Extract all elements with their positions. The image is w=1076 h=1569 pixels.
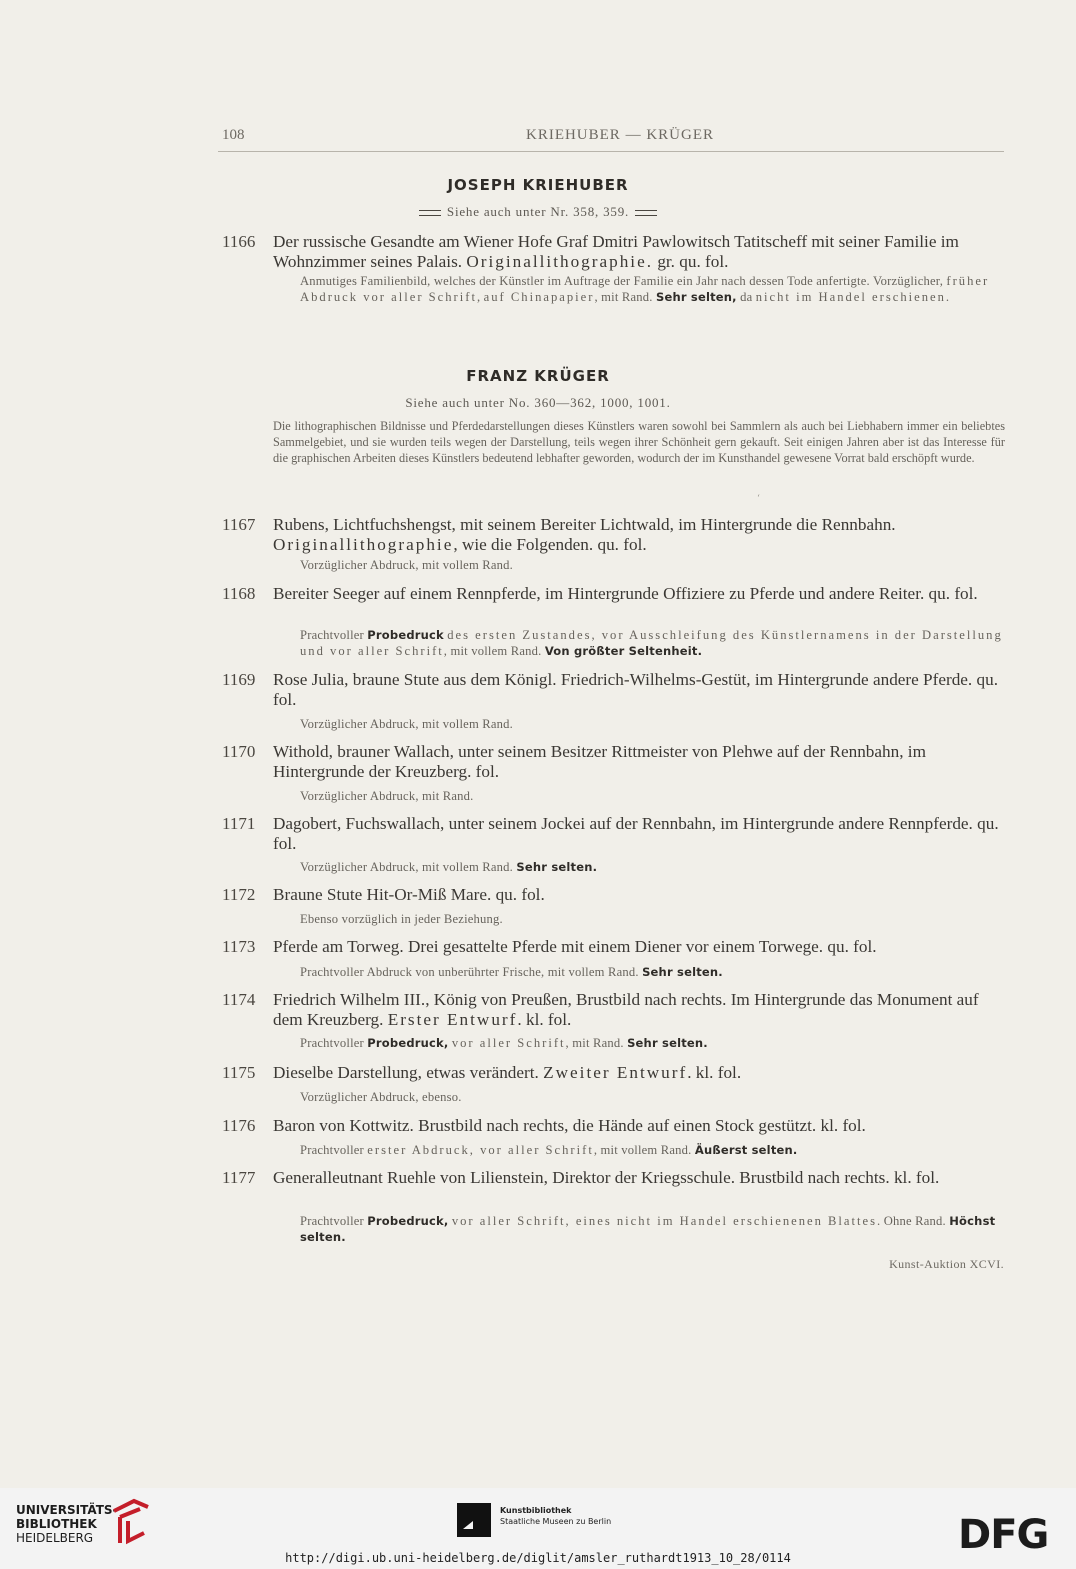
lot-number: 1170	[222, 742, 256, 761]
source-url[interactable]: http://digi.ub.uni-heidelberg.de/diglit/amsler_ruthardt1913_10_28/0114	[285, 1551, 791, 1565]
entry-note: Vorzüglicher Abdruck, mit vollem Rand.	[300, 717, 514, 731]
dfg-logo[interactable]: DFG	[958, 1512, 1049, 1558]
ub-heidelberg-name[interactable]: UNIVERSITÄTS- BIBLIOTHEK HEIDELBERG	[16, 1503, 118, 1545]
entry-title: Rose Julia, braune Stute aus dem Königl. Friedrich-Wilhelms-Gestüt, im Hintergrunde andere Pferde. qu. fol.	[273, 670, 998, 709]
entry-title: Baron von Kottwitz. Brustbild nach rechts, die Hände auf einen Stock gestützt. kl. fol.	[273, 1116, 866, 1135]
entry-title: Dagobert, Fuchswallach, unter seinem Jockei auf der Rennbahn, im Hintergrunde andere Rennpferde. qu. fol.	[273, 814, 999, 853]
entry-title: Rubens, Lichtfuchshengst, mit seinem Bereiter Lichtwald, im Hintergrunde die Rennbahn. Originallithographie, wie die Folgenden. qu. fol.	[273, 515, 896, 554]
entry-title: Der russische Gesandte am Wiener Hofe Graf Dmitri Pawlowitsch Tatitscheff mit seiner Familie im Wohnzimmer seines Palais. Originallithographie. gr. qu. fol.	[273, 232, 959, 271]
entry-note: Prachtvoller erster Abdruck, vor aller Schrift, mit vollem Rand. Äußerst selten.	[300, 1143, 798, 1157]
section-title-kriehuber: JOSEPH KRIEHUBER	[447, 176, 629, 194]
entry-note: Prachtvoller Abdruck von unberührter Frische, mit vollem Rand. Sehr selten.	[300, 965, 723, 979]
entry-title: Pferde am Torweg. Drei gesattelte Pferde mit einem Diener vor einem Torwege. qu. fol.	[273, 937, 877, 956]
auction-footer-note: Kunst-Auktion XCVI.	[889, 1257, 1004, 1271]
entry-note: Prachtvoller Probedruck, vor aller Schrift, mit Rand. Sehr selten.	[300, 1036, 708, 1050]
double-rule-icon	[419, 210, 441, 216]
section-title-krueger: FRANZ KRÜGER	[466, 367, 610, 385]
entry-note: Prachtvoller Probedruck, vor aller Schrift, eines nicht im Handel erschienenen Blattes. Ohne Rand. Höchst selten.	[300, 1214, 996, 1244]
lot-number: 1167	[222, 515, 256, 534]
entry-title: Friedrich Wilhelm III., König von Preußen, Brustbild nach rechts. Im Hintergrunde das Monument auf dem Kreuzberg. Erster Entwurf. kl. fol.	[273, 990, 979, 1029]
entry-title: Bereiter Seeger auf einem Rennpferde, im Hintergrunde Offiziere zu Pferde und andere Reiter. qu. fol.	[273, 584, 978, 603]
header-rule	[218, 151, 1004, 152]
lot-number: 1166	[222, 232, 256, 251]
double-rule-icon	[635, 210, 657, 216]
entry-note: Vorzüglicher Abdruck, mit vollem Rand. Sehr selten.	[300, 860, 598, 874]
running-head: KRIEHUBER — KRÜGER	[525, 127, 714, 143]
lot-number: 1169	[222, 670, 256, 689]
section-reference-kriehuber: Siehe auch unter Nr. 358, 359.	[0, 204, 1076, 220]
section-reference-krueger: Siehe auch unter No. 360—362, 1000, 1001.	[405, 395, 671, 410]
kunstbibliothek-logo-icon[interactable]	[457, 1503, 491, 1537]
ink-mark: ʻ	[757, 494, 760, 504]
entry-note: Vorzüglicher Abdruck, mit vollem Rand.	[300, 558, 514, 572]
page-number: 108	[222, 127, 245, 143]
entry-note: Anmutiges Familienbild, welches der Künstler im Auftrage der Familie ein Jahr nach dessen Tode anfertigte. Vorzüglicher, früher Abdruck vor aller Schrift, auf Chinapapier, mit Rand. Sehr selten, da nicht im Handel erschienen.	[300, 274, 990, 304]
entry-note: Ebenso vorzüglich in jeder Beziehung.	[300, 912, 503, 926]
lot-number: 1172	[222, 885, 256, 904]
lot-number: 1173	[222, 937, 256, 956]
lot-number: 1175	[222, 1063, 256, 1082]
entry-title: Withold, brauner Wallach, unter seinem Besitzer Rittmeister von Plehwe auf der Rennbahn, im Hintergrunde der Kreuzberg. fol.	[273, 742, 926, 781]
lot-number: 1171	[222, 814, 256, 833]
entry-note: Prachtvoller Probedruck des ersten Zustandes, vor Ausschleifung des Künstlernamens in der Darstellung und vor aller Schrift, mit vollem Rand. Von größter Seltenheit.	[300, 628, 1003, 658]
section-intro-krueger: Die lithographischen Bildnisse und Pferdedarstellungen dieses Künstlers waren sowohl bei Sammlern als auch bei Liebhabern immer ein beliebtes Sammelgebiet, und sie wurden teils wegen der Darstellung, teils wegen ihrer Schönheit gern gekauft. Seit einigen Jahren aber ist das Interesse für die graphischen Arbeiten dieses Künstlers bedeutend lebhafter geworden, wodurch der im Kunsthandel gewesene Vorrat bald erschöpft wurde.	[273, 419, 1005, 466]
entry-title: Generalleutnant Ruehle von Lilienstein, Direktor der Kriegsschule. Brustbild nach rechts. kl. fol.	[273, 1168, 940, 1187]
lot-number: 1174	[222, 990, 256, 1009]
entry-title: Braune Stute Hit-Or-Miß Mare. qu. fol.	[273, 885, 545, 904]
kunstbibliothek-name[interactable]: Kunstbibliothek Staatliche Museen zu Berlin	[500, 1506, 612, 1526]
lot-number: 1177	[222, 1168, 256, 1187]
ub-heidelberg-logo-icon[interactable]	[110, 1497, 152, 1545]
entry-note: Vorzüglicher Abdruck, mit Rand.	[300, 789, 474, 803]
lot-number: 1168	[222, 584, 256, 603]
lot-number: 1176	[222, 1116, 256, 1135]
entry-note: Vorzüglicher Abdruck, ebenso.	[300, 1090, 462, 1104]
entry-title: Dieselbe Darstellung, etwas verändert. Zweiter Entwurf. kl. fol.	[273, 1063, 742, 1082]
